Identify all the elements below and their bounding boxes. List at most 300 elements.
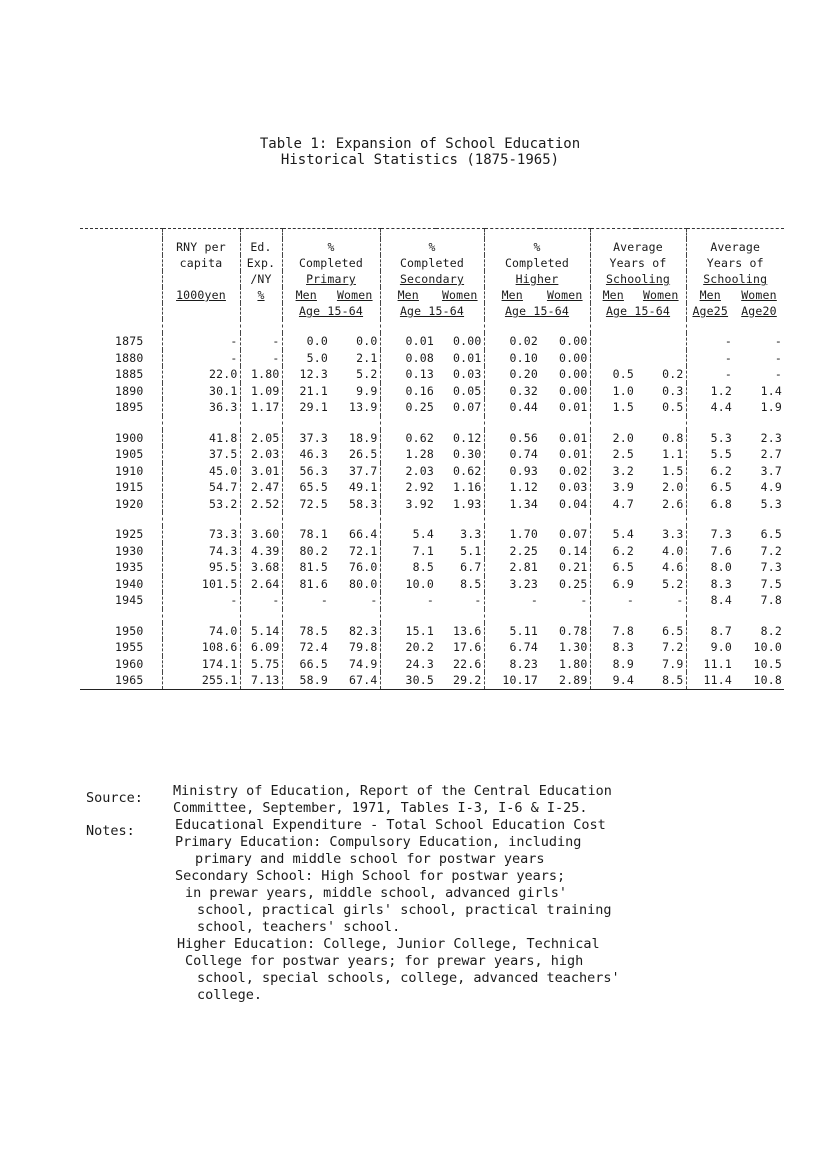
table-cell: 5.4 [380,526,436,543]
table-cell: 0.8 [662,430,684,445]
table-cell: 81.5 [282,559,330,576]
table-cell: 5.14 [240,623,282,640]
table-cell: 67.4 [330,672,380,689]
table-cell: - [774,350,782,365]
table-cell: 0.20 [484,366,540,383]
table-cell: - [370,593,378,608]
table-cell: 0.30 [453,447,482,462]
table-row [80,383,784,400]
table-cell: 2.6 [662,496,684,511]
table-cell: 0.32 [484,383,540,400]
table-cell: 0.01 [453,350,482,365]
table-cell: 2.3 [760,430,782,445]
table-cell: 6.5 [662,623,684,638]
table-cell: 10.5 [753,656,782,671]
year-cell: 1925 [115,527,144,542]
table-cell: 0.5 [590,366,636,383]
table-cell: 8.23 [484,656,540,673]
table-cell: 0.08 [380,350,436,367]
table-cell: 0.5 [662,400,684,415]
table-cell: 3.2 [590,463,636,480]
table-cell: 4.7 [590,496,636,513]
year-cell: 1885 [115,367,144,382]
note-line-9: College for postwar years; for prewar years, high [185,953,584,969]
group-spacer [80,512,784,526]
table-cell: 1.93 [453,496,482,511]
header-blank-cell [80,287,162,303]
table-row [80,463,784,480]
table-cell: 13.6 [453,623,482,638]
table-row [80,430,784,447]
table-cell: 0.25 [559,576,588,591]
table-cell: 0.3 [662,383,684,398]
table-cell [636,350,686,367]
header-cell: Schooling [686,271,784,287]
table-cell: 5.2 [356,367,378,382]
year-cell: 1920 [115,496,144,511]
table-cell: 2.64 [240,576,282,593]
header-row [80,271,784,287]
table-cell: - [282,592,330,609]
table-cell: 46.3 [282,446,330,463]
table-cell: 8.2 [760,623,782,638]
table-cell: 0.07 [559,527,588,542]
table-row [80,399,784,416]
table-cell: 0.03 [453,367,482,382]
header-cell: Women [441,288,478,302]
table-cell: 2.05 [240,430,282,447]
table-cell: 0.02 [559,463,588,478]
table-cell: 1.28 [380,446,436,463]
note-line-11: college. [197,987,263,1003]
table-top-rule [80,229,784,240]
table-cell: 54.7 [162,479,240,496]
table-cell: 7.2 [662,640,684,655]
header-cell: 1000yen [162,287,240,303]
table-cell: 0.2 [662,367,684,382]
table-row [80,526,784,543]
table-cell: 8.7 [686,623,734,640]
source-text-line-1: Ministry of Education, Report of the Central Education [173,783,612,799]
table-cell: 2.25 [484,543,540,560]
table-cell: 74.0 [162,623,240,640]
header-cell: Secondary [380,271,484,287]
table-cell: 1.0 [590,383,636,400]
table-cell: 56.3 [282,463,330,480]
table-cell: - [686,366,734,383]
table-cell: - [162,333,240,350]
table-cell: - [686,333,734,350]
table-cell: 1.12 [484,479,540,496]
note-line-4: Secondary School: High School for postwar years; [175,868,566,884]
table-cell: 6.2 [686,463,734,480]
table-cell: 1.4 [760,383,782,398]
table-cell: 2.89 [540,672,590,689]
header-row [80,255,784,271]
table-cell: 4.6 [662,560,684,575]
header-cell: Completed [484,255,590,271]
group-spacer [80,609,784,623]
header-cell: Women [336,288,373,302]
header-cell: Men [282,287,330,303]
table-cell: 6.2 [590,543,636,560]
table-cell: 6.8 [686,496,734,513]
table-cell: 1.30 [559,640,588,655]
table-cell: - [484,592,540,609]
table-cell: 3.3 [460,527,482,542]
table-cell: 76.0 [349,560,378,575]
header-row [80,303,784,319]
table-cell: 0.78 [559,623,588,638]
table-cell: 0.21 [559,560,588,575]
table-cell: 80.0 [349,576,378,591]
table-cell: - [162,592,240,609]
table-cell: - [474,593,482,608]
table-cell: 11.4 [686,672,734,689]
table-cell: 7.8 [760,593,782,608]
year-cell: 1910 [115,463,144,478]
table-cell: 3.7 [760,463,782,478]
year-cell: 1905 [115,447,144,462]
table-row [80,592,784,609]
table-cell: 3.9 [590,479,636,496]
table-cell: 1.16 [453,480,482,495]
table-cell: 5.0 [282,350,330,367]
table-row [80,333,784,350]
table-cell: 5.2 [662,576,684,591]
year-cell: 1935 [115,560,144,575]
table-cell: 10.0 [753,640,782,655]
table-cell: 37.7 [349,463,378,478]
table-cell: 58.3 [349,496,378,511]
table-cell: 18.9 [349,430,378,445]
table-cell: 2.1 [356,350,378,365]
table-cell: 45.0 [162,463,240,480]
header-cell: Exp. [240,255,282,271]
table-cell: 3.60 [240,526,282,543]
header-cell: Age 15-64 [484,303,590,319]
table-row [80,623,784,640]
table-cell: 21.1 [282,383,330,400]
header-cell: Women [546,288,583,302]
table-cell: 6.5 [686,479,734,496]
table-cell: 49.1 [349,480,378,495]
table-cell: 0.62 [380,430,436,447]
header-cell: /NY [240,271,282,287]
table-cell: 81.6 [282,576,330,593]
header-cell: % [484,239,590,255]
table-cell: 26.5 [349,447,378,462]
table-cell: 6.74 [484,639,540,656]
table-cell: 17.6 [453,640,482,655]
table-cell: 1.70 [484,526,540,543]
table-cell: 0.02 [484,333,540,350]
header-blank-cell [80,271,162,287]
year-cell: 1965 [80,672,162,689]
header-cell: Average [686,239,784,255]
table-cell: 0.01 [380,333,436,350]
header-cell: Men [380,287,436,303]
header-cell: Men [590,287,636,303]
table-cell: 7.5 [760,576,782,591]
table-cell: 6.7 [460,560,482,575]
header-cell: Primary [282,271,380,287]
table-cell: 7.1 [380,543,436,560]
table-cell: 6.5 [590,559,636,576]
header-cell: Men [686,287,734,303]
header-cell [240,303,282,319]
table-cell: 10.0 [380,576,436,593]
table-row [80,639,784,656]
table-cell: 101.5 [162,576,240,593]
table-cell: 0.01 [559,400,588,415]
source-label: Source: [86,790,143,806]
header-cell: Ed. [240,239,282,255]
header-cell: % [240,287,282,303]
table-cell: 255.1 [162,672,240,689]
table-cell: 8.5 [380,559,436,576]
header-blank-cell [80,239,162,255]
notes-label: Notes: [86,823,135,839]
year-cell: 1895 [115,400,144,415]
table-cell: 8.5 [460,576,482,591]
table-cell: 78.5 [282,623,330,640]
table-cell: 0.25 [380,399,436,416]
table-cell: - [240,333,282,350]
header-cell: Age 15-64 [380,303,484,319]
table-cell: 5.3 [760,496,782,511]
table-row [80,496,784,513]
table-cell: 4.4 [686,399,734,416]
header-cell: Men [484,287,540,303]
year-cell: 1960 [115,656,144,671]
table-cell: 0.74 [484,446,540,463]
table-cell: 0.10 [484,350,540,367]
header-cell: RNY per [162,239,240,255]
year-cell: 1900 [115,430,144,445]
table-cell: 2.81 [484,559,540,576]
table-cell: 78.1 [282,526,330,543]
header-cell: % [380,239,484,255]
table-cell: 0.14 [559,543,588,558]
table-cell: - [774,334,782,349]
header-cell: Schooling [590,271,686,287]
table-cell: 30.1 [162,383,240,400]
table-cell: 58.9 [282,672,330,689]
table-cell: 2.52 [240,496,282,513]
table-row [80,576,784,593]
table-cell: 74.3 [162,543,240,560]
table-cell: 30.5 [380,672,436,689]
year-cell: 1955 [115,640,144,655]
table-cell: 8.3 [686,576,734,593]
table-cell: 0.62 [453,463,482,478]
table-cell: - [580,593,588,608]
header-cell: Women [642,288,679,302]
table-cell [590,333,636,350]
table-cell: 82.3 [349,623,378,638]
table-cell: 1.17 [240,399,282,416]
table-cell: 7.9 [662,656,684,671]
statistics-table [80,228,784,690]
table-cell: 22.0 [162,366,240,383]
table-cell: 174.1 [162,656,240,673]
table-cell: 29.2 [436,672,484,689]
group-spacer [80,416,784,430]
table-cell: 1.09 [240,383,282,400]
group-spacer [80,319,784,333]
table-cell: 0.00 [453,334,482,349]
table-cell: - [240,350,282,367]
table-cell: 4.39 [240,543,282,560]
source-text-line-2: Committee, September, 1971, Tables I-3, I-6 & I-25. [173,800,588,816]
table-cell: 12.3 [282,366,330,383]
header-cell: Higher [484,271,590,287]
table-cell: 6.9 [590,576,636,593]
table-row [80,543,784,560]
table-cell: 41.8 [162,430,240,447]
table-cell: 72.4 [282,639,330,656]
header-blank-cell [80,303,162,319]
note-line-2: Primary Education: Compulsory Education, including [175,834,582,850]
header-cell [162,271,240,287]
header-cell: Age25 [686,303,734,319]
table-cell: 2.7 [760,447,782,462]
table-cell: 0.56 [484,430,540,447]
table-cell: 0.07 [453,400,482,415]
note-line-6: school, practical girls' school, practical training [197,902,612,918]
table-cell: 0.00 [559,334,588,349]
table-cell: 1.5 [590,399,636,416]
table-cell: 7.2 [760,543,782,558]
table-row [80,672,784,689]
table-cell: 2.0 [590,430,636,447]
table-cell: 1.80 [240,366,282,383]
header-cell: Years of [686,255,784,271]
table-cell: 15.1 [380,623,436,640]
table-cell: 6.09 [240,639,282,656]
table-cell: 0.05 [453,383,482,398]
table-cell: 66.4 [349,527,378,542]
table-cell: 8.3 [590,639,636,656]
header-cell: Women [741,288,777,302]
table-title: Table 1: Expansion of School Education [259,136,581,152]
table-cell: 9.0 [686,639,734,656]
table-row [80,479,784,496]
table-cell: - [590,592,636,609]
table-cell: 5.75 [240,656,282,673]
table-cell: 4.9 [760,480,782,495]
table-cell: 8.9 [590,656,636,673]
table-cell: 5.3 [686,430,734,447]
table-row [80,366,784,383]
note-line-5: in prewar years, middle school, advanced girls' [185,885,568,901]
table-cell: 3.68 [240,559,282,576]
table-cell: - [774,367,782,382]
table-cell: 0.00 [559,367,588,382]
year-cell: 1890 [115,383,144,398]
table-cell: - [686,350,734,367]
table-cell: 2.5 [590,446,636,463]
table-cell: - [240,592,282,609]
table-cell: 2.03 [380,463,436,480]
header-cell: Average [590,239,686,255]
table-cell: - [380,592,436,609]
table-cell: 7.13 [240,672,282,689]
table-cell: 8.0 [686,559,734,576]
table-cell: 3.92 [380,496,436,513]
table-cell: 0.93 [484,463,540,480]
table-cell: 29.1 [282,399,330,416]
header-cell: Years of [590,255,686,271]
table-cell: 0.04 [559,496,588,511]
table-cell: 2.03 [240,446,282,463]
header-cell: Completed [380,255,484,271]
header-blank-cell [80,255,162,271]
table-cell: 0.0 [282,333,330,350]
year-cell: 1915 [115,480,144,495]
table-cell: 108.6 [162,639,240,656]
table-cell: 0.01 [559,430,588,445]
header-cell: capita [162,255,240,271]
table-cell: 79.8 [349,640,378,655]
table-cell: 24.3 [380,656,436,673]
table-cell: 7.6 [686,543,734,560]
table-cell: 53.2 [162,496,240,513]
note-line-10: school, special schools, college, advanced teachers' [197,970,620,986]
table-row [80,446,784,463]
table-cell: 3.3 [662,527,684,542]
header-cell: Completed [282,255,380,271]
year-cell: 1950 [115,623,144,638]
table-row [80,559,784,576]
table-cell: - [676,593,684,608]
table-cell: 7.8 [590,623,636,640]
table-cell: 11.1 [686,656,734,673]
table-cell: 9.4 [590,672,636,689]
table-cell: 0.00 [559,383,588,398]
table-cell: 1.34 [484,496,540,513]
table-cell: 10.8 [734,672,784,689]
header-cell: Age20 [741,304,777,318]
table-cell: 6.5 [760,527,782,542]
table-cell: 72.1 [349,543,378,558]
table-cell: 13.9 [349,400,378,415]
table-row [80,656,784,673]
table-cell: 0.16 [380,383,436,400]
table-cell: 8.5 [636,672,686,689]
table-cell: 0.0 [356,334,378,349]
table-cell: 8.4 [686,592,734,609]
table-cell: 1.2 [686,383,734,400]
table-cell: 5.4 [590,526,636,543]
table-cell: 4.0 [662,543,684,558]
table-cell: 80.2 [282,543,330,560]
table-cell: 37.3 [282,430,330,447]
table-cell: 37.5 [162,446,240,463]
header-cell [162,303,240,319]
table-cell: 73.3 [162,526,240,543]
table-cell: 1.5 [662,463,684,478]
table-cell: 7.3 [760,560,782,575]
table-cell [590,350,636,367]
header-cell: Age 15-64 [282,303,380,319]
table-cell: 95.5 [162,559,240,576]
table-cell: 0.12 [453,430,482,445]
note-line-8: Higher Education: College, Junior College, Technical [177,936,600,952]
year-cell: 1880 [115,350,144,365]
table-cell: 10.17 [484,672,540,689]
